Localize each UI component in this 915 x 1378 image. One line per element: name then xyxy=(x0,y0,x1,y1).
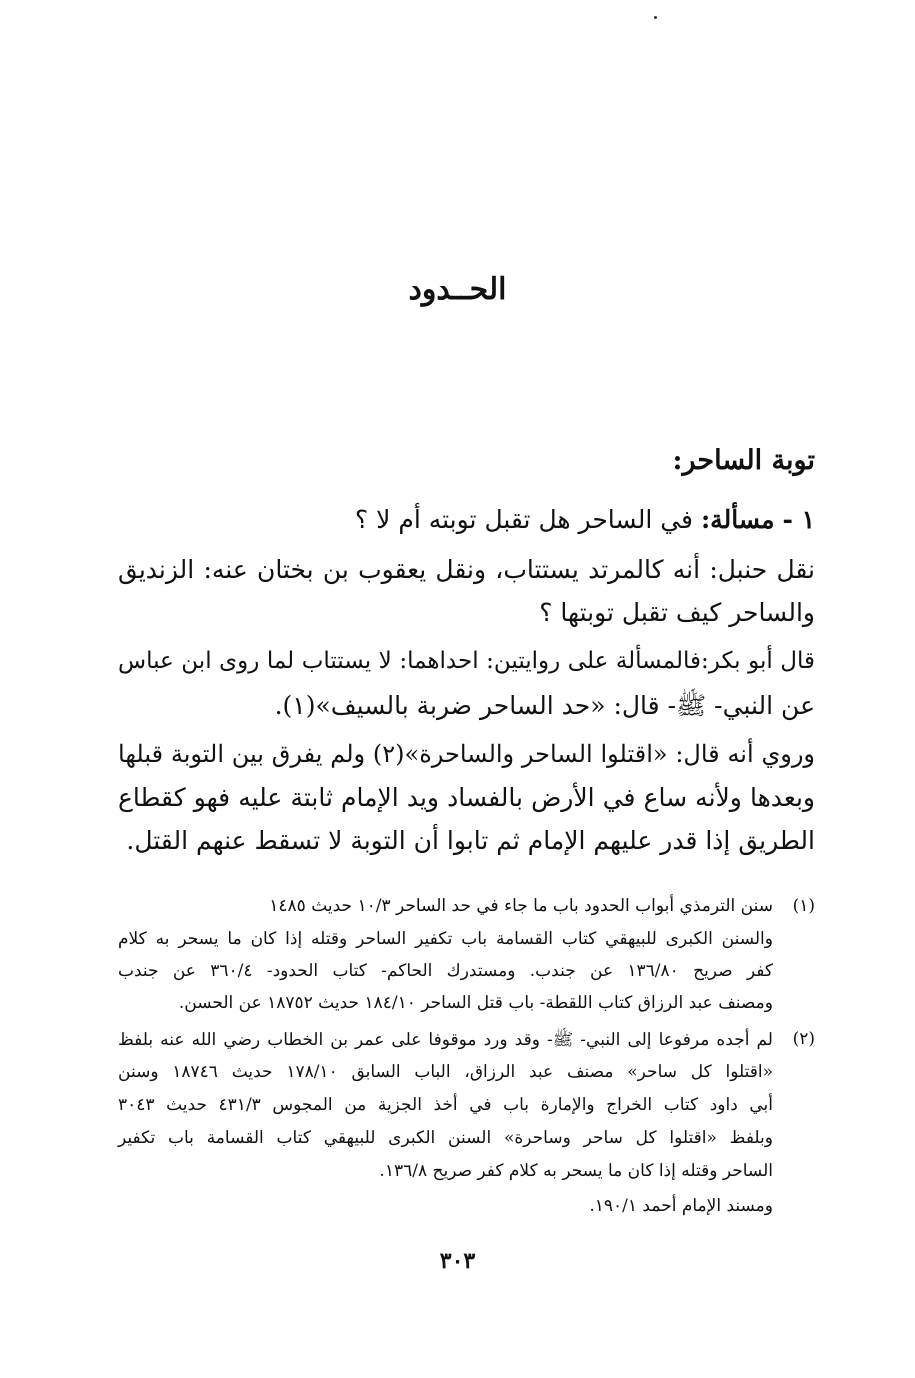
footnote-line: ومسند الإمام أحمد ١٩٠/١. xyxy=(589,1196,773,1216)
footnote-line: سنن الترمذي أبواب الحدود باب ما جاء في حد الساحر ١٠/٣ حديث ١٤٨٥ xyxy=(269,896,773,916)
issue-number: ١ - xyxy=(782,505,815,534)
page-number: ٣٠٣ xyxy=(439,1248,476,1274)
footnote-line: أبي داود كتاب الخراج والإمارة باب في أخذ الجزية من المجوس ٤٣١/٣ حديث ٣٠٤٣ xyxy=(118,1095,773,1115)
issue-line xyxy=(118,505,815,534)
footnote-number: (١) xyxy=(792,896,815,916)
issue-text: في الساحر هل تقبل توبته أم لا ؟ xyxy=(354,505,693,534)
chapter-title: الحــدود xyxy=(408,272,507,307)
ink-speck xyxy=(654,16,657,19)
paragraph-line: وروي أنه قال: «اقتلوا الساحر والساحرة»(٢) ولم يفرق بين التوبة قبلها xyxy=(118,740,815,768)
issue-label: مسألة: xyxy=(700,505,775,534)
footnote-line: ومصنف عبد الرزاق كتاب اللقطة- باب قتل الساحر ١٨٤/١٠ حديث ١٨٧٥٢ عن الحسن. xyxy=(178,993,773,1013)
paragraph-line: قال أبو بكر:فالمسألة على روايتين: احداهما: لا يستتاب لما روى ابن عباس xyxy=(118,648,815,674)
footnote-line: وبلفظ «اقتلوا كل ساحر وساحرة» السنن الكبرى للبيهقي كتاب القسامة باب تكفير xyxy=(118,1128,773,1148)
footnote-line: «اقتلوا كل ساحر» مصنف عبد الرزاق، الباب السابق ١٧٨/١٠ حديث ١٨٧٤٦ وسنن xyxy=(118,1062,773,1082)
paragraph-line: وبعدها ولأنه ساع في الأرض بالفساد ويد الإمام ثابتة عليه فهو كقطاع xyxy=(118,783,815,812)
footnote-line: والسنن الكبرى للبيهقي كتاب القسامة باب تكفير الساحر وقتله إذا كان ما يسحر به كلام xyxy=(118,929,773,949)
paragraph-line: الطريق إذا قدر عليهم الإمام ثم تابوا أن التوبة لا تسقط عنهم القتل. xyxy=(126,826,815,855)
footnote-number: (٢) xyxy=(792,1029,815,1049)
paragraph-line: عن النبي- ﷺ- قال: «حد الساحر ضربة بالسيف»(١). xyxy=(274,691,815,720)
paragraph-line: والساحر كيف تقبل توبتها ؟ xyxy=(539,598,815,627)
footnote-line: لم أجده مرفوعا إلى النبي- ﷺ- وقد ورد موقوفا على عمر بن الخطاب رضي الله عنه بلفظ xyxy=(118,1030,773,1050)
footnote-line: كفر صريح ١٣٦/٨٠ عن جندب. ومستدرك الحاكم- كتاب الحدود- ٣٦٠/٤ عن جندب xyxy=(118,961,773,981)
footnote-line: الساحر وقتله إذا كان ما يسحر به كلام كفر صريح ١٣٦/٨. xyxy=(379,1161,773,1181)
section-title: توبة الساحر: xyxy=(672,445,815,476)
paragraph-line: نقل حنبل: أنه كالمرتد يستتاب، ونقل يعقوب بن بختان عنه: الزنديق xyxy=(118,555,815,584)
